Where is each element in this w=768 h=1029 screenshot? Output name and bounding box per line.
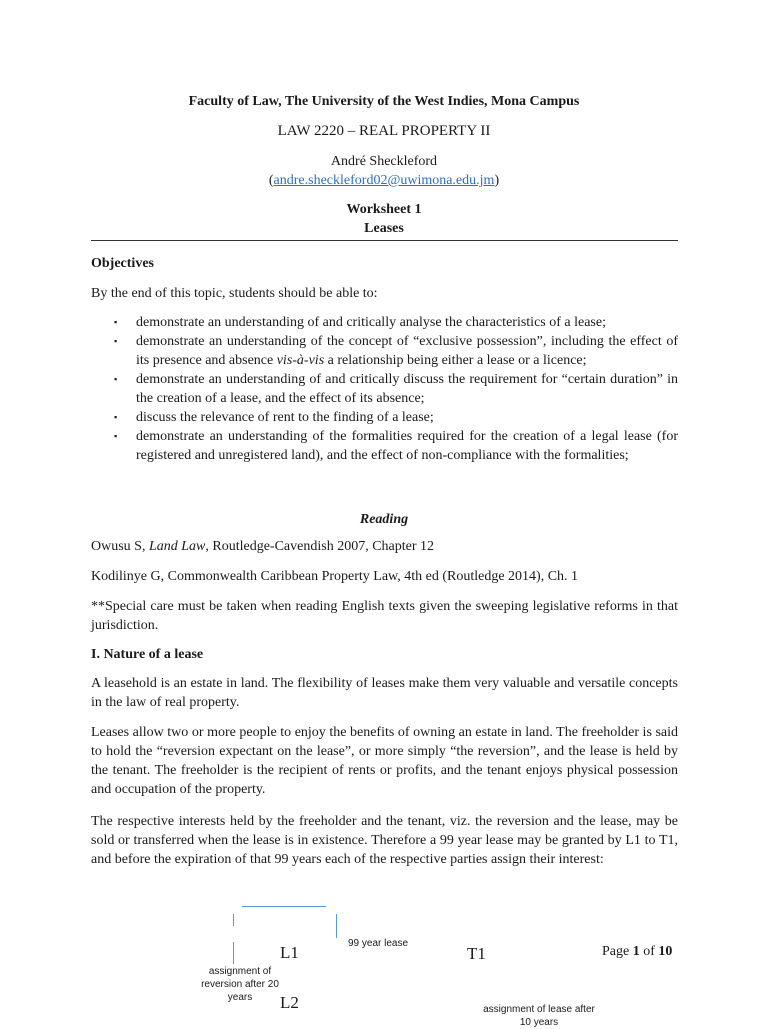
diagram-label-lease: 99 year lease [348,938,409,949]
section-paragraph-3: The respective interests held by the freeholder and the tenant, viz. the reversion and the lease, may be sold or transferred when the lease is in existence. Therefore a 99 year lease may be granted by L1 to T1, and before the expiration of that 99 years each of the respective parties assign their interest: [91,814,678,867]
list-item [112,408,678,427]
diagram-l1-connector [233,942,234,964]
diagram-right-tick [336,914,337,938]
page-total: 10 [658,944,673,959]
reading-note: **Special care must be taken when reading English texts given the sweeping legislative reforms in that jurisdiction. [91,599,678,633]
objectives-list [112,313,678,465]
section-heading: I. Nature of a lease [91,647,204,662]
list-item [112,313,678,332]
diagram-label-l1: L1 [280,943,299,962]
author-name: André Sheckleford [330,154,438,169]
reading-ref-2: Kodilinye G, Commonwealth Caribbean Property Law, 4th ed (Routledge 2014), Ch. 1 [91,569,579,584]
bullet-icon: ▪ [114,412,118,422]
header-divider [91,240,678,241]
bullet-icon: ▪ [114,317,118,327]
list-item [112,370,678,408]
page-current: 1 [632,944,640,959]
reading-ref-1-details: , Routledge-Cavendish 2007, Chapter 12 [205,539,435,554]
reading-ref-1-title: Land Law [148,539,206,554]
list-item [112,332,678,370]
email-close-paren: ) [494,173,500,188]
list-item-text: demonstrate an understanding of and critically analyse the characteristics of a lease; [136,315,606,330]
diagram-label-assign-lease: assignment of lease after 10 years [483,1004,595,1028]
list-item-text: demonstrate an understanding of the formalities required for the creation of a legal lease (for registered and unregistered land), and the effect of non-compliance with the formalities; [136,429,678,463]
reading-ref-1 [91,537,434,556]
author-email-line [0,171,768,190]
page-word: Page [602,944,633,959]
bullet-icon: ▪ [114,431,118,441]
list-item-text: demonstrate an understanding of and critically discuss the requirement for “certain duration” in the creation of a lease, and the effect of its absence; [136,372,678,406]
section-paragraph-1: A leasehold is an estate in land. The flexibility of leases make them very valuable and versatile concepts in the law of real property. [91,676,678,710]
topic-title: Leases [364,221,404,236]
reading-heading: Reading [359,512,409,527]
section-paragraph-2: Leases allow two or more people to enjoy the benefits of owning an estate in land. The freeholder is said to hold the “reversion expectant on the lease”, or more simply “the reversion”, and the lease is held by the tenant. The freeholder is the recipient of rents or profits, and the tenant enjoys physical possession and occupation of the property. [91,725,678,797]
latin-phrase: vis-à-vis [276,353,325,368]
list-item [112,427,678,465]
list-item-text: discuss the relevance of rent to the finding of a lease; [136,410,434,425]
diagram-label-t1: T1 [467,944,486,963]
page-number [602,942,672,961]
assignment-diagram [180,900,600,1028]
objectives-heading: Objectives [91,256,154,271]
author-email-link[interactable]: andre.sheckleford02@uwimona.edu.jm [273,173,495,188]
reading-ref-1-author: Owusu S, [91,539,149,554]
list-item-text: demonstrate an understanding of the concept of “exclusive possession”, including the effect of its presence and absence vis-à-vis a relationship being either a lease or a licence; [136,334,678,368]
bullet-icon: ▪ [114,336,118,346]
worksheet-title: Worksheet 1 [346,202,422,217]
institution-heading: Faculty of Law, The University of the West Indies, Mona Campus [188,94,580,109]
diagram-label-l2: L2 [280,993,299,1012]
course-title: LAW 2220 – REAL PROPERTY II [277,123,491,139]
diagram-top-line [242,906,326,907]
diagram-left-tick [233,914,234,926]
email-open-paren: ( [268,173,274,188]
bullet-icon: ▪ [114,374,118,384]
page-of-word: of [639,944,659,959]
objectives-intro: By the end of this topic, students should be able to: [91,286,378,301]
diagram-label-assign-reversion: assignment of reversion after 20 years [201,966,279,1003]
